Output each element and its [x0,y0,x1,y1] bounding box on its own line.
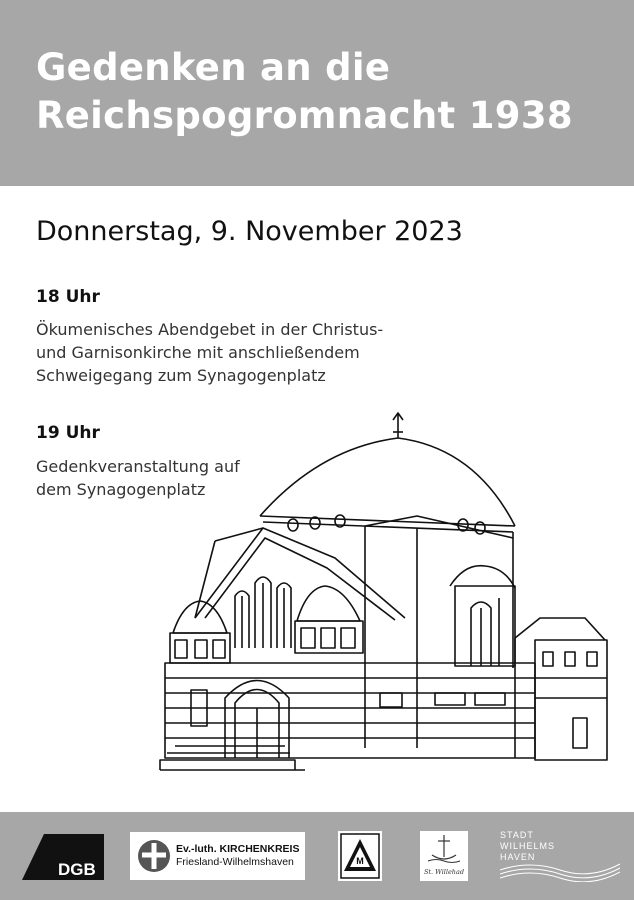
time-19: 19 Uhr [36,423,100,443]
dgb-logo-text: DGB [58,860,96,879]
description-18-line-2: und Garnisonkirche mit anschließendem [36,343,360,362]
time-18: 18 Uhr [36,287,100,307]
title-banner [0,0,634,186]
svg-text:M: M [356,856,364,866]
description-19-line-1: Gedenkveranstaltung auf [36,457,240,476]
ship-icon [420,831,468,867]
stadt-line-2: WILHELMS [500,841,556,851]
description-18-line-1: Ökumenisches Abendgebet in der Christus- [36,320,384,339]
description-18-line-3: Schweigegang zum Synagogenplatz [36,366,326,385]
stadt-line-1: STADT [500,830,534,840]
dgb-logo [22,834,104,880]
title-line-2: Reichspogromnacht 1938 [36,94,573,137]
title-line-1: Gedenken an die [36,46,391,89]
event-date: Donnerstag, 9. November 2023 [36,216,463,247]
kirchenkreis-region: Friesland-Wilhelmshaven [176,856,294,868]
wave-lines-icon [500,858,620,882]
kirchenkreis-logo [130,832,305,880]
stadt-line-3: HAVEN [500,852,536,862]
st-willehad-logo [420,831,468,881]
kirchenkreis-name: Ev.-luth. KIRCHENKREIS [176,843,300,855]
description-19-line-2: dem Synagogenplatz [36,480,206,499]
ig-metall-logo [338,831,382,881]
stadt-wilhelmshaven-logo [500,828,620,882]
page-title [36,44,573,140]
synagogue-illustration [155,408,615,773]
church-cross-icon [137,838,171,874]
willehad-label: St. Willehad [423,868,465,876]
description-18 [36,318,456,387]
